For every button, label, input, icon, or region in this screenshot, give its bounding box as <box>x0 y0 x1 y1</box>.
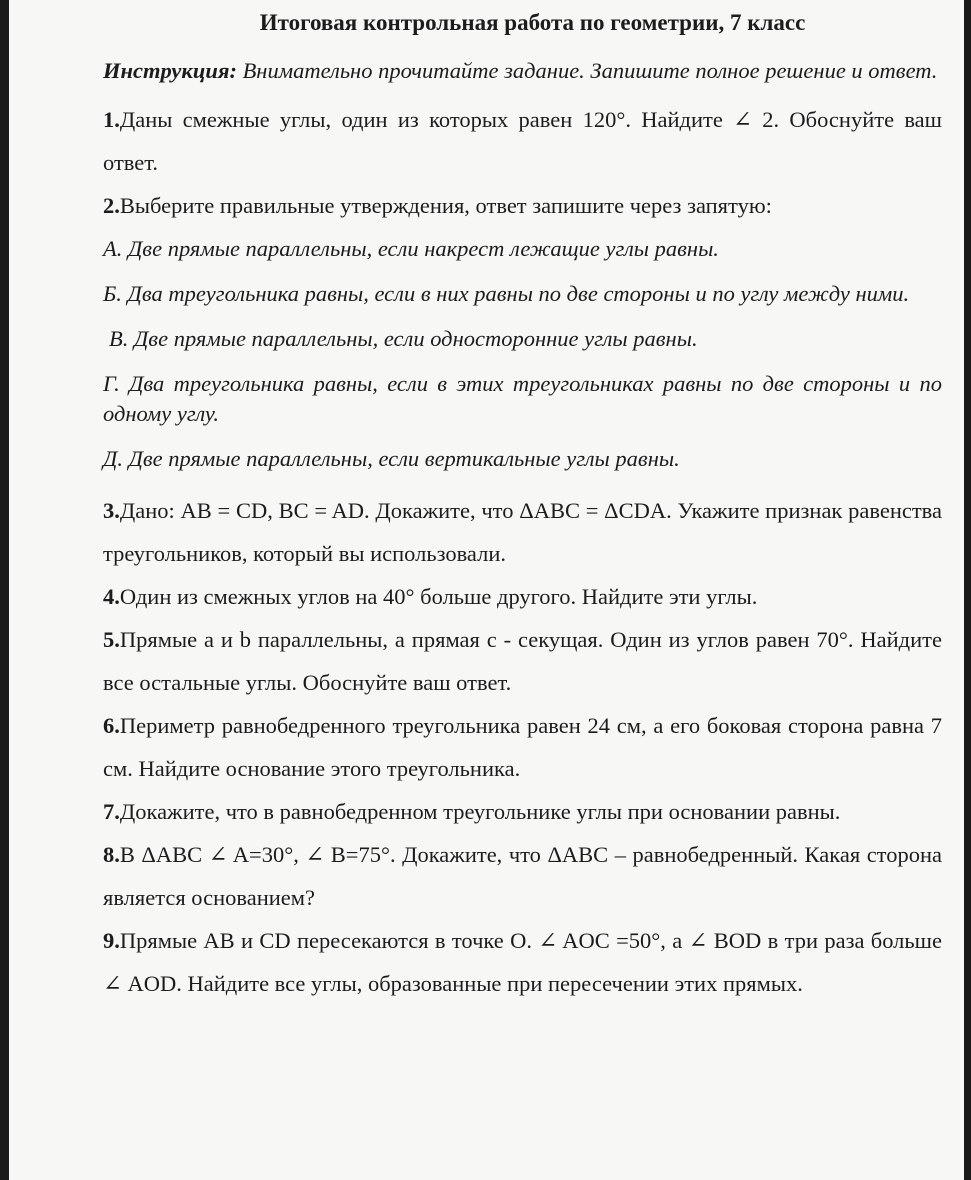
option-v: В. Две прямые параллельны, если односторонние углы равны. <box>109 326 698 351</box>
instruction-label: Инструкция: <box>103 58 237 83</box>
instruction <box>103 50 942 92</box>
task-1 <box>103 98 942 184</box>
task-3 <box>103 489 942 575</box>
option-a: А. Две прямые параллельны, если накрест лежащие углы равны. <box>103 236 719 261</box>
option-d: Д. Две прямые параллельны, если вертикальные углы равны. <box>103 446 680 471</box>
task-2 <box>103 184 942 227</box>
task-number: 7. <box>103 799 120 824</box>
task-text: Прямые AB и CD пересекаются в точке O. ∠ AOC =50°, а ∠ BOD в три раза больше ∠ AOD. Найдите все углы, образованные при пересечении этих прямых. <box>103 928 942 996</box>
task-4 <box>103 575 942 618</box>
task-text: Один из смежных углов на 40° больше другого. Найдите эти углы. <box>119 584 758 609</box>
task-number: 8. <box>103 842 120 867</box>
task-number: 6. <box>103 713 120 738</box>
task-9 <box>103 919 942 1005</box>
task-number: 9. <box>103 928 120 953</box>
task-number: 1. <box>103 107 120 132</box>
task-text: Выберите правильные утверждения, ответ запишите через запятую: <box>119 193 772 218</box>
task-6 <box>103 704 942 790</box>
task-text: Даны смежные углы, один из которых равен 120°. Найдите ∠ 2. Обоснуйте ваш ответ. <box>103 107 942 175</box>
page-title: Итоговая контрольная работа по геометрии, 7 класс <box>259 10 806 35</box>
instruction-text: Внимательно прочитайте задание. Запишите полное решение и ответ. <box>236 58 938 83</box>
task-number: 4. <box>103 584 120 609</box>
task-5 <box>103 618 942 704</box>
task-number: 5. <box>103 627 120 652</box>
task-7 <box>103 790 942 833</box>
task-text: Дано: AB = CD, BC = AD. Докажите, что ΔABC = ΔCDA. Укажите признак равенства треугольников, который вы использовали. <box>103 498 942 566</box>
task-number: 2. <box>103 193 120 218</box>
option-g: Г. Два треугольника равны, если в этих треугольниках равны по две стороны и по одному углу. <box>103 371 942 426</box>
worksheet-content <box>103 8 942 1005</box>
task-2-options <box>103 234 942 474</box>
task-text: Докажите, что в равнобедренном треугольнике углы при основании равны. <box>119 799 841 824</box>
task-text: Периметр равнобедренного треугольника равен 24 см, а его боковая сторона равна 7 см. Найдите основание этого треугольника. <box>103 713 942 781</box>
task-text: В ΔABC ∠ A=30°, ∠ B=75°. Докажите, что ΔABC – равнобедренный. Какая сторона является основанием? <box>103 842 942 910</box>
task-number: 3. <box>103 498 120 523</box>
task-8 <box>103 833 942 919</box>
task-text: Прямые a и b параллельны, а прямая c - секущая. Один из углов равен 70°. Найдите все остальные углы. Обоснуйте ваш ответ. <box>103 627 942 695</box>
option-b: Б. Два треугольника равны, если в них равны по две стороны и по углу между ними. <box>103 281 910 306</box>
